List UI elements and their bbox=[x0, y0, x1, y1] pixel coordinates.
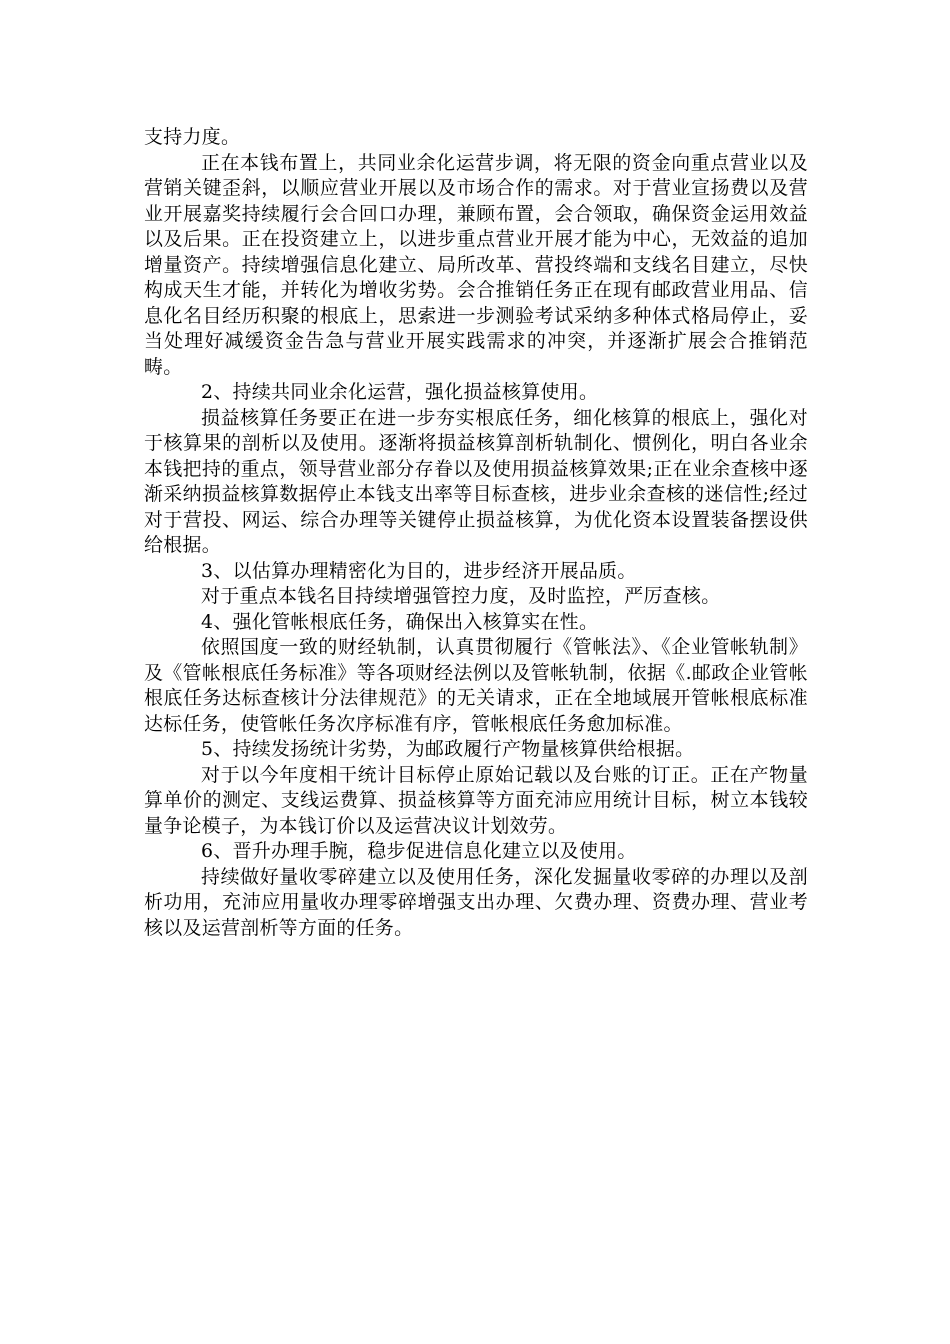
section-heading-5: 5、持续发扬统计劣势，为邮政履行产物量核算供给根据。 bbox=[201, 738, 695, 760]
section-heading-4: 4、强化管帐根底任务，确保出入核算实在性。 bbox=[201, 610, 599, 633]
section-heading-6: 6、晋升办理手腕，稳步促进信息化建立以及使用。 bbox=[201, 840, 637, 862]
paragraph-statistics: 对于以今年度相干统计目标停止原始记载以及台账的订正。正在产物量算单价的测定、支线运费算、损益核算等方面充沛应用统计目标，树立本钱较量争论模子，为本钱订价以及运营决议计划效劳。 bbox=[144, 763, 808, 837]
section-heading-2: 2、持续共同业余化运营，强化损益核算使用。 bbox=[201, 381, 599, 403]
paragraph-cost-allocation: 正在本钱布置上，共同业余化运营步调，将无限的资金向重点营业以及营销关键歪斜，以顺应营业开展以及市场合作的需求。对于营业宣扬费以及营业开展嘉奖持续履行会合回口办理，兼顾布置，会合领取，确保资金运用效益以及后果。正在投资建立上，以进步重点营业开展才能为中心，无效益的追加增量资产。持续增强信息化建立、局所改革、营投终端和支线名目建立，尽快构成天生才能，并转化为增收劣势。会合推销任务正在现有邮政营业用品、信息化名目经历积聚的根底上，思索进一步测验考试采纳多种体式格局停止，妥当处理好减缓资金告急与营业开展实践需求的冲突，并逐渐扩展会合推销范畴。 bbox=[144, 151, 808, 378]
paragraph-cost-control: 对于重点本钱名目持续增强管控力度，及时监控，严厉查核。 bbox=[201, 585, 721, 607]
paragraph-information-system: 持续做好量收零碎建立以及使用任务，深化发掘量收零碎的办理以及剖析功用，充沛应用量收办理零碎增强支出办理、欠费办理、资费办理、营业考核以及运营剖析等方面的任务。 bbox=[144, 865, 808, 939]
section-heading-3: 3、以估算办理精密化为目的，进步经济开展品质。 bbox=[201, 559, 637, 582]
paragraph-accounting-standards: 依照国度一致的财经轨制，认真贯彻履行《管帐法》、《企业管帐轨制》及《管帐根底任务标准》等各项财经法例以及管帐轨制，依据《.邮政企业管帐根底任务达标查核计分法律规范》的无关请求，正在全地域展开管帐根底标准达标任务，使管帐任务次序标准有序，管帐根底任务愈加标准。 bbox=[144, 636, 808, 735]
paragraph-continuation: 支持力度。 bbox=[144, 126, 241, 148]
document-body bbox=[144, 125, 808, 941]
paragraph-profit-loss-accounting: 损益核算任务要正在进一步夯实根底任务，细化核算的根底上，强化对于核算果的剖析以及使用。逐渐将损益核算剖析轨制化、惯例化，明白各业余本钱把持的重点，领导营业部分存眷以及使用损益核算效果;正在业余查核中逐渐采纳损益核算数据停止本钱支出率等目标查核，进步业余查核的迷信性;经过对于营投、网运、综合办理等关键停止损益核算，为优化资本设置装备摆设供给根据。 bbox=[144, 406, 808, 556]
